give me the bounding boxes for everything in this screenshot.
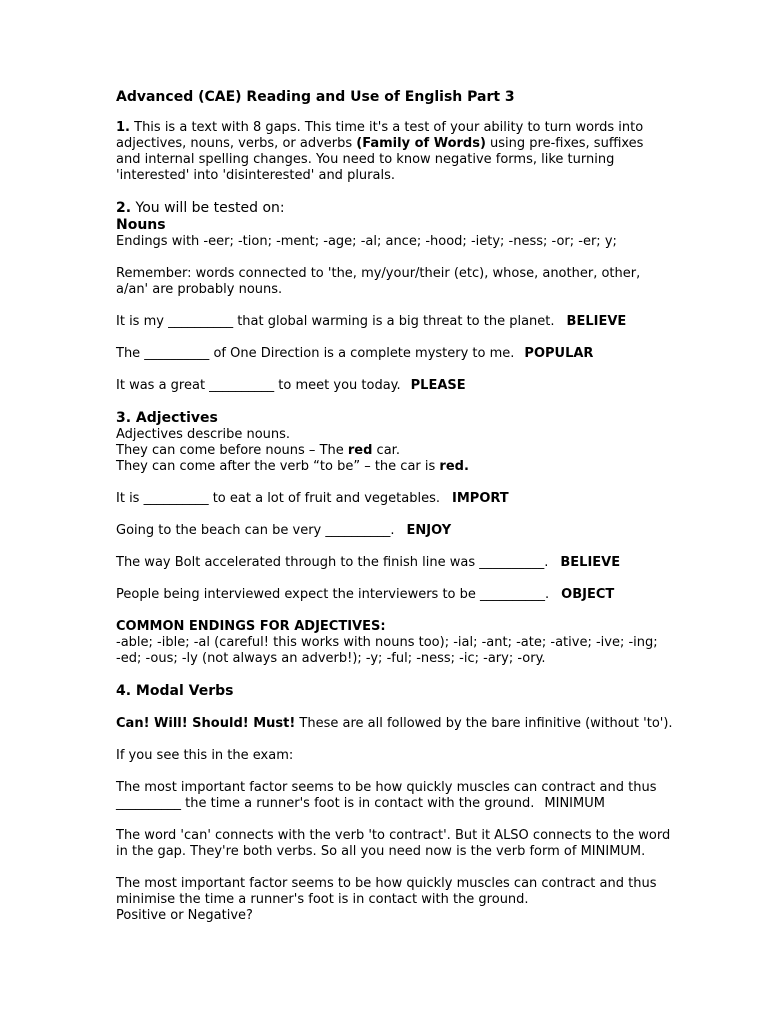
noun-example-3-word: PLEASE: [410, 378, 466, 393]
section-1-line-1: [116, 120, 656, 136]
adjective-example-4-text: People being interviewed expect the interviewers to be __________.: [116, 587, 550, 602]
noun-example-1: [116, 314, 656, 330]
adjective-example-1: [116, 491, 656, 507]
noun-example-1-text: It is my __________ that global warming is a big threat to the planet.: [116, 314, 555, 329]
question-line-2-text: __________ the time a runner's foot is in contact with the ground.: [116, 796, 535, 811]
noun-example-1-word: BELIEVE: [566, 314, 627, 329]
nouns-remember-1: Remember: words connected to 'the, my/your/their (etc), whose, another, other,: [116, 266, 641, 281]
adjective-example-2-text: Going to the beach can be very __________.: [116, 523, 395, 538]
adjective-example-1-text: It is __________ to eat a lot of fruit and vegetables.: [116, 491, 441, 506]
explanation-line-1: The word 'can' connects with the verb 'to contract'. But it ALSO connects to the word: [116, 828, 671, 843]
section-1-text-2c: using pre-fixes, suffixes: [485, 136, 644, 151]
modals-rest: These are all followed by the bare infinitive (without 'to').: [295, 716, 673, 731]
noun-example-3: [116, 378, 656, 394]
adjectives-line-1: Adjectives describe nouns.: [116, 427, 291, 442]
adjective-example-3: [116, 555, 656, 571]
section-1-text-2a: adjectives, nouns, verbs, or adverbs: [116, 136, 357, 151]
adjective-example-2: [116, 523, 656, 539]
family-of-words: (Family of Words): [356, 136, 486, 151]
red-word-2: red.: [439, 459, 469, 474]
nouns-remember-2: a/an' are probably nouns.: [116, 282, 283, 297]
explanation-line-2: in the gap. They're both verbs. So all you need now is the verb form of MINIMUM.: [116, 844, 646, 859]
adjectives-heading: 3. Adjectives: [116, 410, 218, 426]
common-endings-line-2: -ed; -ous; -ly (not always an adverb!); -y; -ful; -ness; -ic; -ary; -ory.: [116, 651, 546, 666]
adjectives-line-2c: car.: [372, 443, 400, 458]
question-word: MINIMUM: [544, 796, 605, 811]
noun-example-2-text: The __________ of One Direction is a complete mystery to me.: [116, 346, 515, 361]
section-2-heading: [116, 200, 656, 217]
question-line-1: The most important factor seems to be how quickly muscles can contract and thus: [116, 780, 657, 795]
adjective-example-4-word: OBJECT: [561, 587, 615, 602]
adjective-example-4: [116, 587, 656, 603]
adjectives-line-3: [116, 459, 656, 475]
adjective-example-3-text: The way Bolt accelerated through to the finish line was __________.: [116, 555, 549, 570]
adjective-example-3-word: BELIEVE: [560, 555, 621, 570]
modals-list: Can! Will! Should! Must!: [116, 716, 296, 731]
modal-verbs-heading: 4. Modal Verbs: [116, 683, 234, 699]
see-in-exam: If you see this in the exam:: [116, 748, 294, 763]
document-title: Advanced (CAE) Reading and Use of English Part 3: [116, 89, 515, 105]
adjective-example-2-word: ENJOY: [406, 523, 452, 538]
answer-line-1: The most important factor seems to be how quickly muscles can contract and thus: [116, 876, 657, 891]
red-word: red: [347, 443, 373, 458]
section-1-text-1: This is a text with 8 gaps. This time it's a test of your ability to turn words into: [134, 120, 644, 135]
answer-line-2: minimise the time a runner's foot is in contact with the ground.: [116, 892, 529, 907]
noun-example-2-word: POPULAR: [524, 346, 594, 361]
section-2-text: You will be tested on:: [135, 200, 285, 216]
answer-line-3: Positive or Negative?: [116, 908, 253, 923]
section-1-line-3: and internal spelling changes. You need to know negative forms, like turning: [116, 152, 615, 167]
noun-example-2: [116, 346, 656, 362]
section-2-number: 2.: [116, 200, 132, 216]
common-endings-line-1: -able; -ible; -al (careful! this works with nouns too); -ial; -ant; -ate; -ative; -ive; -ing;: [116, 635, 658, 650]
adjectives-line-2: [116, 443, 656, 459]
document-page: [116, 88, 673, 924]
noun-example-3-text: It was a great __________ to meet you today.: [116, 378, 401, 393]
adjectives-line-2a: They can come before nouns – The: [116, 443, 348, 458]
question-line-2: [116, 796, 656, 812]
section-1-line-4: 'interested' into 'disinterested' and plurals.: [116, 168, 395, 183]
modals-line: [116, 716, 673, 732]
common-endings-heading: COMMON ENDINGS FOR ADJECTIVES:: [116, 619, 386, 634]
nouns-heading: Nouns: [116, 217, 166, 233]
section-1-number: 1.: [116, 120, 130, 135]
adjective-example-1-word: IMPORT: [452, 491, 509, 506]
section-1-line-2: [116, 136, 656, 152]
adjectives-line-3a: They can come after the verb “to be” – the car is: [116, 459, 440, 474]
noun-endings: Endings with -eer; -tion; -ment; -age; -al; ance; -hood; -iety; -ness; -or; -er; y;: [116, 234, 617, 249]
